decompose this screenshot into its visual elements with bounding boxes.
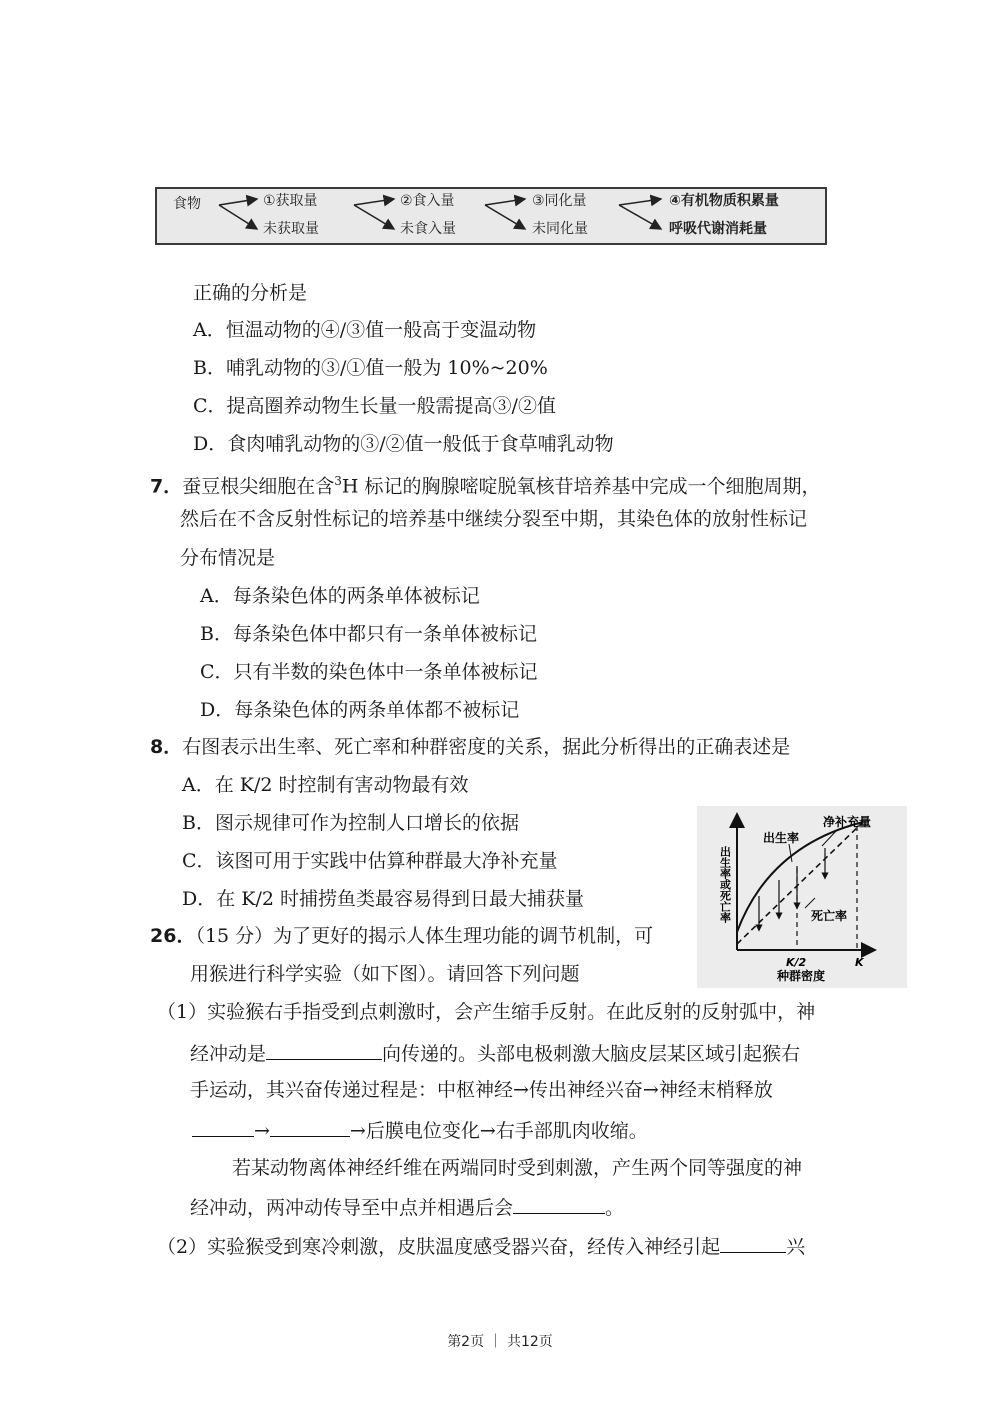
label-death-rate: 死亡率 — [811, 909, 848, 923]
q26-line-2: 用猴进行科学实验（如下图）。请回答下列问题 — [190, 963, 580, 985]
q7-option-a: A．每条染色体的两条单体被标记 — [200, 585, 480, 607]
q7-option-c: C．只有半数的染色体中一条单体被标记 — [200, 661, 538, 683]
tick-label-k: K — [855, 956, 864, 969]
q26-text: 向传递的。头部电极刺激大脑皮层某区域引起猴右 — [382, 1043, 801, 1065]
q26-p1-line-3: 手运动，其兴奋传递过程是：中枢神经→传出神经兴奋→神经末梢释放 — [190, 1079, 773, 1101]
q7-line-3: 分布情况是 — [180, 547, 276, 569]
arrow — [219, 205, 257, 229]
q26-stem: （15 分）为了更好的揭示人体生理功能的调节机制，可 — [195, 925, 654, 947]
annotation-net-supplement: 净补充量 — [823, 815, 872, 829]
q26-text: →后膜电位变化→右手部肌肉收缩。 — [349, 1120, 648, 1142]
q8-option-d: D．在 K/2 时捕捞鱼类最容易得到日最大捕获量 — [182, 888, 584, 910]
q6-option-d: D．食肉哺乳动物的③/②值一般低于食草哺乳动物 — [193, 433, 614, 455]
answer-blank-meet[interactable] — [513, 1193, 605, 1214]
flow-food: 食物 — [173, 196, 201, 212]
leader-line — [805, 898, 815, 908]
q7-line-1 — [150, 468, 821, 499]
flow-s1-top: ①获取量 — [263, 193, 318, 209]
answer-blank-release[interactable] — [192, 1116, 254, 1137]
flow-s3-bot: 未同化量 — [532, 221, 588, 237]
leader-line — [789, 844, 792, 862]
q7-superscript: 3 — [334, 474, 342, 488]
energy-flow-diagram — [155, 187, 827, 245]
flow-s4-bot: 呼吸代谢消耗量 — [669, 221, 767, 237]
chart-svg — [697, 806, 907, 988]
q7-option-b: B．每条染色体中都只有一条单体被标记 — [200, 623, 537, 645]
q6-option-c: C．提高圈养动物生长量一般需提高③/②值 — [193, 395, 556, 417]
q26-text: （2）实验猴受到寒冷刺激，皮肤温度感受器兴奋，经传入神经引起 — [157, 1236, 721, 1258]
arrow — [219, 199, 257, 205]
q6-option-b: B．哺乳动物的③/①值一般为 10%~20% — [193, 357, 548, 379]
q8-line-1 — [150, 734, 790, 760]
q26-text: → — [254, 1120, 270, 1142]
q26-p1-line-6 — [190, 1193, 624, 1221]
page-footer: 第2页 ｜ 共12页 — [447, 1334, 553, 1350]
flow-s1-bot: 未获取量 — [263, 221, 319, 237]
arrow — [619, 205, 661, 229]
q8-number: 8． — [150, 736, 183, 758]
q8-option-a: A．在 K/2 时控制有害动物最有效 — [182, 774, 469, 796]
y-axis-label: 出生率或死亡率 — [718, 846, 732, 923]
q6-option-a: A．恒温动物的④/③值一般高于变温动物 — [193, 319, 537, 341]
q7-line-2: 然后在不含反射性标记的培养基中继续分裂至中期，其染色体的放射性标记 — [180, 508, 808, 530]
answer-blank-direction[interactable] — [266, 1039, 382, 1060]
q7-stem-part: H 标记的胸腺嘧啶脱氧核苷培养基中完成一个细胞周期， — [341, 475, 821, 498]
answer-blank-excite[interactable] — [720, 1232, 786, 1253]
q26-p2-line-1 — [157, 1232, 805, 1260]
q26-text: 经冲动是 — [190, 1043, 267, 1065]
arrow — [354, 205, 394, 229]
flow-s3-top: ③同化量 — [532, 193, 587, 209]
flow-s2-bot: 未食入量 — [400, 221, 456, 237]
arrow — [485, 199, 525, 205]
q26-line-1 — [150, 923, 653, 949]
q26-text: 经冲动，两冲动传导至中点并相遇后会 — [190, 1197, 514, 1219]
q26-text: 。 — [605, 1197, 625, 1219]
q26-text: 兴 — [786, 1236, 806, 1258]
q26-p1-line-2 — [190, 1039, 800, 1067]
x-axis-label: 种群密度 — [777, 969, 826, 983]
q7-option-d: D．每条染色体的两条单体都不被标记 — [200, 699, 520, 721]
series-death-rate-line — [737, 822, 863, 944]
q8-stem: 右图表示出生率、死亡率和种群密度的关系，据此分析得出的正确表述是 — [182, 736, 791, 758]
q26-p1-line-4 — [192, 1116, 648, 1144]
q8-option-b: B．图示规律可作为控制人口增长的依据 — [182, 812, 519, 834]
q7-number: 7． — [150, 475, 183, 498]
flow-s2-top: ②食入量 — [400, 193, 455, 209]
q26-p1-line-1: （1）实验猴右手指受到点刺激时，会产生缩手反射。在此反射的反射弧中，神 — [157, 1001, 816, 1023]
q6-stem: 正确的分析是 — [193, 282, 308, 304]
answer-blank-transmit[interactable] — [270, 1116, 350, 1137]
q7-stem-part: 蚕豆根尖细胞在含 — [182, 475, 335, 498]
q26-p1-line-5: 若某动物离体神经纤维在两端同时受到刺激，产生两个同等强度的神 — [232, 1157, 803, 1179]
q26-number: 26． — [150, 925, 196, 947]
arrow — [619, 199, 661, 205]
q8-option-c: C．该图可用于实践中估算种群最大净补充量 — [182, 850, 558, 872]
flow-s4-top: ④有机物质积累量 — [669, 193, 779, 209]
arrow — [485, 205, 525, 229]
birth-death-rate-chart — [697, 806, 907, 988]
tick-label-k-half: K/2 — [786, 956, 807, 969]
label-birth-rate: 出生率 — [763, 831, 800, 845]
arrow — [354, 199, 394, 205]
